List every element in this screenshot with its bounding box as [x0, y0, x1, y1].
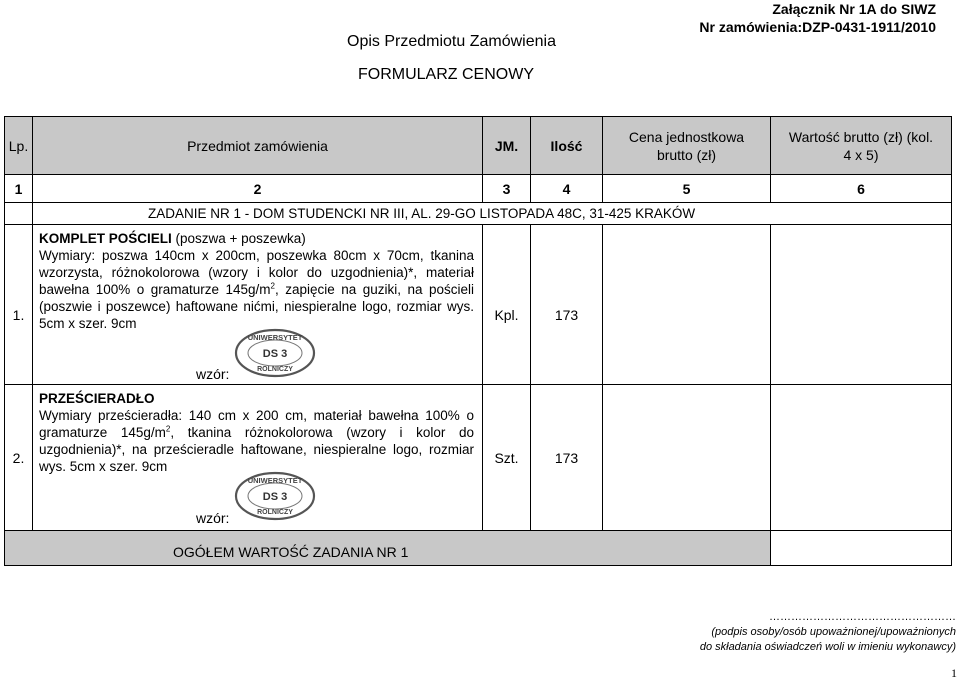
item-desc-text-cont: , tkanina różnokolorowa (wzory i kolor do uzgodnienia)*, na prześcieradle haftowane, niespieralne logo, rozmiar wys. 5cm x szer. 9cm	[39, 425, 475, 474]
superscript: 2	[165, 424, 171, 434]
item-title: PRZEŚCIERADŁO	[39, 391, 155, 406]
col-number: 1	[4, 174, 32, 202]
item-description	[39, 390, 474, 475]
item-title: KOMPLET POŚCIELI	[39, 231, 172, 246]
col-number: 2	[32, 174, 482, 202]
item-description	[39, 230, 474, 332]
stamp-top-text: UNIWERSYTET	[247, 476, 303, 485]
task-heading-row	[4, 202, 952, 224]
total-value[interactable]	[770, 530, 952, 566]
stamp-center-text: DS 3	[262, 348, 288, 360]
row-qty: 173	[530, 384, 602, 530]
row-unit: Szt.	[482, 384, 530, 530]
header-unit: JM.	[482, 116, 530, 174]
logo-stamp	[234, 328, 316, 378]
row-value[interactable]	[770, 384, 952, 530]
price-table	[4, 116, 952, 566]
total-row	[4, 530, 952, 566]
table-header-row	[4, 116, 952, 174]
task-heading: ZADANIE NR 1 - DOM STUDENCKI NR III, AL. 29-GO LISTOPADA 48C, 31-425 KRAKÓW	[32, 202, 952, 224]
pattern-label: wzór:	[196, 366, 230, 382]
header-right	[699, 0, 936, 36]
col-number: 6	[770, 174, 952, 202]
header-unit-price: Cena jednostkowa brutto (zł)	[602, 116, 770, 174]
row-lp: 1.	[4, 224, 32, 384]
row-unit: Kpl.	[482, 224, 530, 384]
signature-block	[700, 610, 956, 655]
col-number: 3	[482, 174, 530, 202]
column-number-row	[4, 174, 952, 202]
form-title: FORMULARZ CENOWY	[358, 66, 534, 83]
annex-label: Załącznik Nr 1A do SIWZ	[772, 1, 936, 17]
row-lp: 2.	[4, 384, 32, 530]
header-qty: Ilość	[530, 116, 602, 174]
order-number: Nr zamówienia:DZP-0431-1911/2010	[699, 19, 936, 35]
blank-cell	[4, 202, 32, 224]
row-unit-price[interactable]	[602, 224, 770, 384]
item-title-suffix: (poszwa + poszewka)	[171, 231, 306, 246]
logo-stamp	[234, 471, 316, 521]
row-unit-price[interactable]	[602, 384, 770, 530]
col-number: 5	[602, 174, 770, 202]
page-number: 1	[951, 666, 957, 680]
superscript: 2	[270, 281, 275, 291]
header-value: Wartość brutto (zł) (kol. 4 x 5)	[770, 116, 952, 174]
total-label: OGÓŁEM WARTOŚĆ ZADANIA NR 1	[4, 530, 770, 566]
row-qty: 173	[530, 224, 602, 384]
col-number: 4	[530, 174, 602, 202]
stamp-bottom-text: ROLNICZY	[257, 366, 293, 373]
document-title: Opis Przedmiotu Zamówienia	[347, 33, 556, 50]
stamp-bottom-text: ROLNICZY	[257, 509, 293, 516]
signature-line-2: do składania oświadczeń woli w imieniu wykonawcy)	[699, 641, 956, 653]
pattern-label: wzór:	[196, 510, 230, 526]
header-lp: Lp.	[4, 116, 32, 174]
item-desc-text-cont: , zapięcie na guziki, na pościeli (poszwie i poszewce) haftowane nićmi, niespieralne logo, rozmiar wys. 5cm x szer. 9cm	[39, 282, 474, 331]
item-desc-text: Wymiary: poszwa 140cm x 200cm, poszewka 80cm x 70cm, tkanina wzorzysta, różnokolorowa (wzory i kolor do uzgodnienia)*, materiał bawełna 100% o gramaturze 145g/m	[39, 248, 474, 297]
stamp-top-text: UNIWERSYTET	[247, 333, 303, 342]
signature-line-1: (podpis osoby/osób upoważnionej/upoważnionych	[711, 626, 956, 638]
signature-dots: ……………………………………………	[769, 611, 956, 623]
header-subject: Przedmiot zamówienia	[32, 116, 482, 174]
stamp-center-text: DS 3	[262, 491, 288, 503]
row-value[interactable]	[770, 224, 952, 384]
item-desc-text: Wymiary prześcieradła: 140 cm x 200 cm, materiał bawełna 100% o gramaturze 145g/m	[39, 408, 474, 440]
